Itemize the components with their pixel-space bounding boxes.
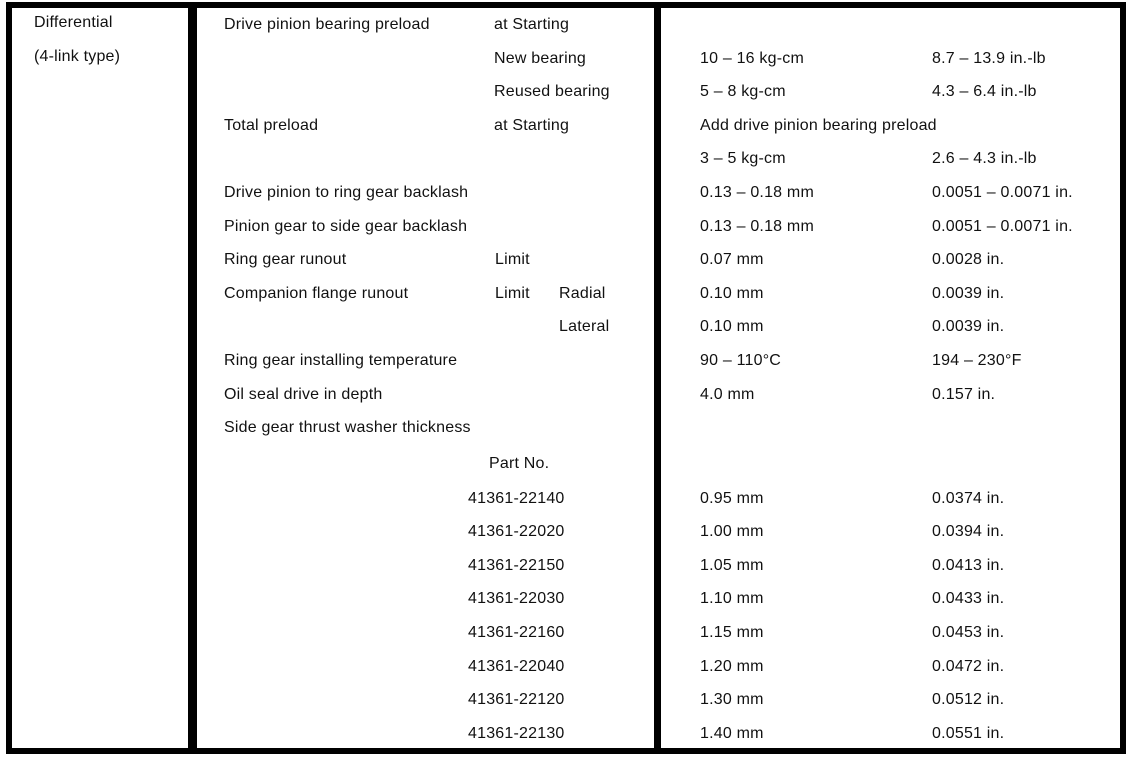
spec-item: Pinion gear to side gear backlash [224,218,468,235]
part-metric: 1.40 mm [700,725,764,742]
part-imperial: 0.0453 in. [932,624,1005,641]
part-metric: 1.10 mm [700,590,764,607]
part-imperial: 0.0512 in. [932,691,1005,708]
spec-metric: 0.13 – 0.18 mm [700,218,814,235]
part-number: 41361-22020 [468,523,565,540]
spec-metric: 5 – 8 kg-cm [700,83,786,100]
part-number: 41361-22040 [468,658,565,675]
spec-metric: 0.13 – 0.18 mm [700,184,814,201]
spec-condition: at Starting [494,16,570,33]
spec-metric: 90 – 110°C [700,352,782,369]
spec-metric: 10 – 16 kg-cm [700,50,804,67]
part-number: 41361-22030 [468,590,565,607]
spec-metric: 0.10 mm [700,318,764,335]
spec-metric: 0.10 mm [700,285,764,302]
spec-subcondition: Radial [559,285,606,302]
spec-metric: Add drive pinion bearing preload [700,117,937,134]
part-number: 41361-22160 [468,624,565,641]
spec-imperial: 0.157 in. [932,386,996,403]
spec-item: Ring gear runout [224,251,347,268]
spec-condition: Limit [495,251,530,268]
spec-imperial: 0.0039 in. [932,285,1005,302]
spec-condition: New bearing [494,50,587,67]
spec-metric: 4.0 mm [700,386,755,403]
spec-item: Companion flange runout [224,285,409,302]
column-divider-right [654,2,661,754]
column-divider-left [188,2,197,754]
spec-metric: 3 – 5 kg-cm [700,150,786,167]
spec-imperial: 4.3 – 6.4 in.-lb [932,83,1037,100]
spec-condition: at Starting [494,117,570,134]
part-number: 41361-22150 [468,557,565,574]
part-number: 41361-22130 [468,725,565,742]
spec-condition: Limit [495,285,530,302]
spec-item: Oil seal drive in depth [224,386,383,403]
part-metric: 1.00 mm [700,523,764,540]
part-no-header: Part No. [489,455,550,472]
spec-imperial: 8.7 – 13.9 in.-lb [932,50,1046,67]
part-metric: 1.30 mm [700,691,764,708]
spec-imperial: 0.0051 – 0.0071 in. [932,218,1073,235]
spec-imperial: 0.0051 – 0.0071 in. [932,184,1073,201]
part-imperial: 0.0413 in. [932,557,1005,574]
part-metric: 1.05 mm [700,557,764,574]
spec-imperial: 0.0028 in. [932,251,1005,268]
spec-item: Side gear thrust washer thickness [224,419,471,436]
section-subtitle: (4-link type) [34,48,121,65]
spec-metric: 0.07 mm [700,251,764,268]
part-imperial: 0.0472 in. [932,658,1005,675]
spec-imperial: 0.0039 in. [932,318,1005,335]
part-imperial: 0.0394 in. [932,523,1005,540]
section-title: Differential [34,14,113,31]
spec-item: Drive pinion to ring gear backlash [224,184,469,201]
spec-item: Drive pinion bearing preload [224,16,430,33]
part-number: 41361-22120 [468,691,565,708]
part-number: 41361-22140 [468,490,565,507]
part-imperial: 0.0433 in. [932,590,1005,607]
part-imperial: 0.0551 in. [932,725,1005,742]
spec-imperial: 2.6 – 4.3 in.-lb [932,150,1037,167]
spec-subcondition: Lateral [559,318,610,335]
part-metric: 0.95 mm [700,490,764,507]
spec-condition: Reused bearing [494,83,610,100]
part-imperial: 0.0374 in. [932,490,1005,507]
part-metric: 1.20 mm [700,658,764,675]
part-metric: 1.15 mm [700,624,764,641]
spec-imperial: 194 – 230°F [932,352,1022,369]
spec-item: Total preload [224,117,319,134]
spec-item: Ring gear installing temperature [224,352,458,369]
